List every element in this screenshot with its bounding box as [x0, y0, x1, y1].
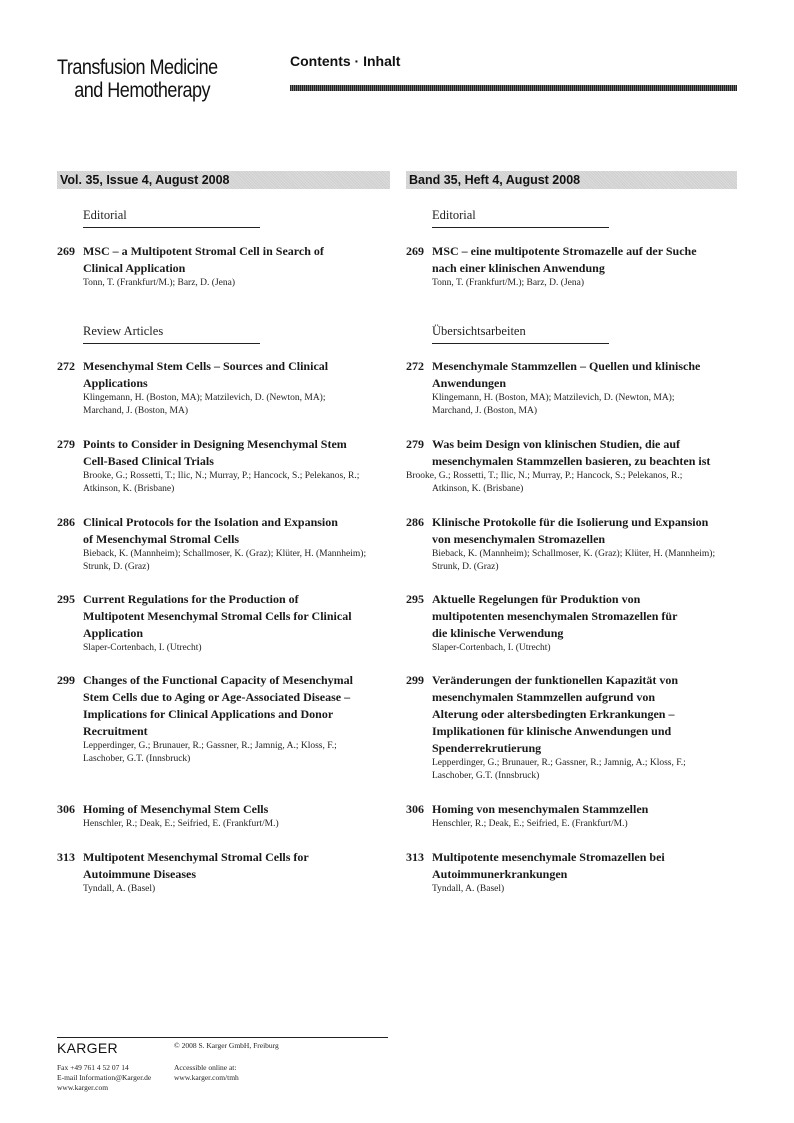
page-number: 299	[406, 673, 424, 687]
article-title[interactable]	[83, 801, 447, 818]
copyright-notice: © 2008 S. Karger GmbH, Freiburg	[174, 1041, 279, 1050]
title-line: Homing of Mesenchymal Stem Cells	[83, 802, 269, 816]
article-title[interactable]	[432, 436, 794, 470]
article-authors	[83, 392, 447, 418]
article-title[interactable]	[83, 672, 447, 740]
page-number: 269	[57, 244, 75, 258]
title-line: von mesenchymalen Stromazellen	[432, 532, 606, 546]
toc-entry[interactable]	[406, 436, 794, 496]
online-access	[174, 1063, 239, 1083]
author-line: Brooke, G.; Rossetti, T.; Ilic, N.; Murray, P.; Hancock, S.; Pelekanos, R.;	[83, 471, 360, 481]
title-line: Anwendungen	[432, 376, 507, 390]
title-line: mesenchymalen Stammzellen aufgrund von	[432, 690, 655, 704]
section-label: Übersichtsarbeiten	[432, 324, 526, 338]
title-line: Autoimmune Diseases	[83, 867, 196, 881]
article-authors	[83, 470, 447, 496]
article-authors	[83, 818, 447, 831]
page-number: 295	[57, 592, 75, 606]
title-line: mesenchymalen Stammzellen basieren, zu beachten ist	[432, 454, 711, 468]
toc-entry[interactable]	[57, 849, 447, 896]
title-rule	[290, 85, 737, 91]
title-line: Current Regulations for the Production of	[83, 592, 299, 606]
title-line: Changes of the Functional Capacity of Mesenchymal	[83, 673, 353, 687]
title-line: Klinische Protokolle für die Isolierung und Expansion	[432, 515, 709, 529]
title-line: Implications for Clinical Applications and Donor	[83, 707, 334, 721]
title-line: Implikationen für klinische Anwendungen und	[432, 724, 672, 738]
section-heading	[83, 208, 260, 228]
article-title[interactable]	[432, 672, 794, 757]
article-title[interactable]	[83, 591, 447, 642]
author-line: Klingemann, H. (Boston, MA); Matzilevich, D. (Newton, MA);	[432, 393, 675, 403]
article-title[interactable]	[83, 243, 447, 277]
publisher-contact	[57, 1063, 151, 1093]
author-line: Strunk, D. (Graz)	[432, 562, 499, 572]
author-line: Henschler, R.; Deak, E.; Seifried, E. (Frankfurt/M.)	[83, 819, 279, 829]
journal-logo	[57, 56, 244, 102]
toc-entry[interactable]	[406, 591, 794, 655]
author-line: Atkinson, K. (Brisbane)	[432, 484, 524, 494]
author-line: Strunk, D. (Graz)	[83, 562, 150, 572]
journal-url-link[interactable]: www.karger.com/tmh	[174, 1073, 239, 1082]
section-label: Editorial	[83, 208, 127, 222]
page-number: 286	[406, 515, 424, 529]
toc-entry[interactable]	[406, 672, 794, 783]
title-line: Applications	[83, 376, 148, 390]
title-line: Homing von mesenchymalen Stammzellen	[432, 802, 649, 816]
section-label: Review Articles	[83, 324, 164, 338]
article-title[interactable]	[83, 436, 447, 470]
online-label: Accessible online at:	[174, 1063, 237, 1072]
section-heading	[83, 324, 260, 344]
toc-entry[interactable]	[406, 514, 794, 574]
title-line: multipotenten mesenchymalen Stromazellen für	[432, 609, 678, 623]
title-line: Recruitment	[83, 724, 148, 738]
volume-bar-right: Band 35, Heft 4, August 2008	[406, 171, 737, 189]
page-number: 295	[406, 592, 424, 606]
author-line: Atkinson, K. (Brisbane)	[83, 484, 175, 494]
page-number: 279	[57, 437, 75, 451]
title-line: Clinical Protocols for the Isolation and Expansion	[83, 515, 338, 529]
journal-name-line1: Transfusion Medicine	[57, 56, 218, 79]
page-title: Contents · Inhalt	[290, 53, 401, 69]
author-line: Tyndall, A. (Basel)	[432, 884, 505, 894]
author-line: Bieback, K. (Mannheim); Schallmoser, K. (Graz); Klüter, H. (Mannheim);	[83, 549, 367, 559]
author-line: Marchand, J. (Boston, MA)	[432, 406, 538, 416]
toc-entry[interactable]	[406, 358, 794, 418]
title-line: Multipotente mesenchymale Stromazellen bei	[432, 850, 665, 864]
title-line: Mesenchymale Stammzellen – Quellen und klinische	[432, 359, 701, 373]
page-number: 272	[406, 359, 424, 373]
author-line: Tonn, T. (Frankfurt/M.); Barz, D. (Jena)	[83, 278, 235, 288]
article-authors	[432, 818, 794, 831]
section-rule	[83, 227, 260, 228]
title-line: nach einer klinischen Anwendung	[432, 261, 605, 275]
author-line: Marchand, J. (Boston, MA)	[83, 406, 189, 416]
author-line: Laschober, G.T. (Innsbruck)	[83, 754, 191, 764]
title-line: die klinische Verwendung	[432, 626, 564, 640]
toc-entry[interactable]	[406, 849, 794, 896]
title-line: MSC – eine multipotente Stromazelle auf der Suche	[432, 244, 697, 258]
toc-entry[interactable]	[57, 801, 447, 831]
article-authors	[432, 883, 794, 896]
page-number: 272	[57, 359, 75, 373]
publisher-logo: KARGER	[57, 1040, 118, 1056]
article-title[interactable]	[432, 243, 794, 277]
fax-number: Fax +49 761 4 52 07 14	[57, 1063, 129, 1072]
website-link[interactable]: www.karger.com	[57, 1083, 109, 1092]
page-number: 306	[406, 802, 424, 816]
toc-entry[interactable]	[57, 436, 447, 496]
toc-entry[interactable]	[57, 243, 447, 290]
title-line: Spenderrekrutierung	[432, 741, 542, 755]
author-line: Bieback, K. (Mannheim); Schallmoser, K. (Graz); Klüter, H. (Mannheim);	[432, 549, 716, 559]
page-number: 299	[57, 673, 75, 687]
email-link[interactable]: E-mail Information@Karger.de	[57, 1073, 152, 1082]
author-line: Tyndall, A. (Basel)	[83, 884, 156, 894]
title-line: Clinical Application	[83, 261, 186, 275]
author-line: Brooke, G.; Rossetti, T.; Ilic, N.; Murray, P.; Hancock, S.; Pelekanos, R.;	[406, 471, 683, 481]
article-title[interactable]	[432, 358, 794, 392]
title-line: Aktuelle Regelungen für Produktion von	[432, 592, 641, 606]
article-authors	[432, 642, 794, 655]
author-line: Henschler, R.; Deak, E.; Seifried, E. (Frankfurt/M.)	[432, 819, 628, 829]
title-line: Multipotent Mesenchymal Stromal Cells for	[83, 850, 309, 864]
author-line: Laschober, G.T. (Innsbruck)	[432, 771, 540, 781]
article-authors	[432, 548, 794, 574]
article-title[interactable]	[83, 358, 447, 392]
article-title[interactable]	[432, 801, 794, 818]
author-line: Slaper-Cortenbach, I. (Utrecht)	[83, 643, 202, 653]
author-line: Lepperdinger, G.; Brunauer, R.; Gassner, R.; Jamnig, A.; Kloss, F.;	[432, 758, 686, 768]
section-heading	[432, 208, 609, 228]
toc-entry[interactable]	[406, 801, 794, 831]
footer-rule	[57, 1037, 388, 1038]
title-line: Was beim Design von klinischen Studien, die auf	[432, 437, 681, 451]
article-authors	[83, 548, 447, 574]
title-line: MSC – a Multipotent Stromal Cell in Search of	[83, 244, 324, 258]
title-line: Stem Cells due to Aging or Age-Associated Disease –	[83, 690, 351, 704]
section-heading	[432, 324, 609, 344]
toc-entry[interactable]	[57, 358, 447, 418]
article-authors	[432, 757, 794, 783]
toc-entry[interactable]	[57, 591, 447, 655]
page-number: 306	[57, 802, 75, 816]
article-authors	[83, 642, 447, 655]
title-line: Points to Consider in Designing Mesenchymal Stem	[83, 437, 347, 451]
title-line: Multipotent Mesenchymal Stromal Cells for Clinical	[83, 609, 352, 623]
article-authors	[83, 740, 447, 766]
article-authors	[83, 277, 447, 290]
volume-bar-left: Vol. 35, Issue 4, August 2008	[57, 171, 390, 189]
article-authors	[406, 470, 794, 496]
title-line: Cell-Based Clinical Trials	[83, 454, 214, 468]
page-number: 286	[57, 515, 75, 529]
section-label: Editorial	[432, 208, 476, 222]
article-title[interactable]	[83, 514, 447, 548]
article-title[interactable]	[432, 591, 794, 642]
title-line: Autoimmunerkrankungen	[432, 867, 568, 881]
article-authors	[432, 392, 794, 418]
page-number: 279	[406, 437, 424, 451]
section-rule	[432, 343, 609, 344]
page-number: 269	[406, 244, 424, 258]
toc-entry[interactable]	[406, 243, 794, 290]
title-line: Veränderungen der funktionellen Kapazität von	[432, 673, 679, 687]
page-number: 313	[57, 850, 75, 864]
toc-entry[interactable]	[57, 672, 447, 766]
author-line: Slaper-Cortenbach, I. (Utrecht)	[432, 643, 551, 653]
author-line: Klingemann, H. (Boston, MA); Matzilevich, D. (Newton, MA);	[83, 393, 326, 403]
title-line: Alterung oder altersbedingten Erkrankungen –	[432, 707, 675, 721]
title-line: Mesenchymal Stem Cells – Sources and Clinical	[83, 359, 329, 373]
section-rule	[432, 227, 609, 228]
author-line: Tonn, T. (Frankfurt/M.); Barz, D. (Jena)	[432, 278, 584, 288]
title-line: of Mesenchymal Stromal Cells	[83, 532, 240, 546]
article-title[interactable]	[83, 849, 447, 883]
toc-entry[interactable]	[57, 514, 447, 574]
article-title[interactable]	[432, 514, 794, 548]
article-authors	[432, 277, 794, 290]
journal-name-line2: and Hemotherapy	[74, 79, 211, 102]
author-line: Lepperdinger, G.; Brunauer, R.; Gassner, R.; Jamnig, A.; Kloss, F.;	[83, 741, 337, 751]
article-title[interactable]	[432, 849, 794, 883]
page-number: 313	[406, 850, 424, 864]
title-line: Application	[83, 626, 144, 640]
section-rule	[83, 343, 260, 344]
article-authors	[83, 883, 447, 896]
